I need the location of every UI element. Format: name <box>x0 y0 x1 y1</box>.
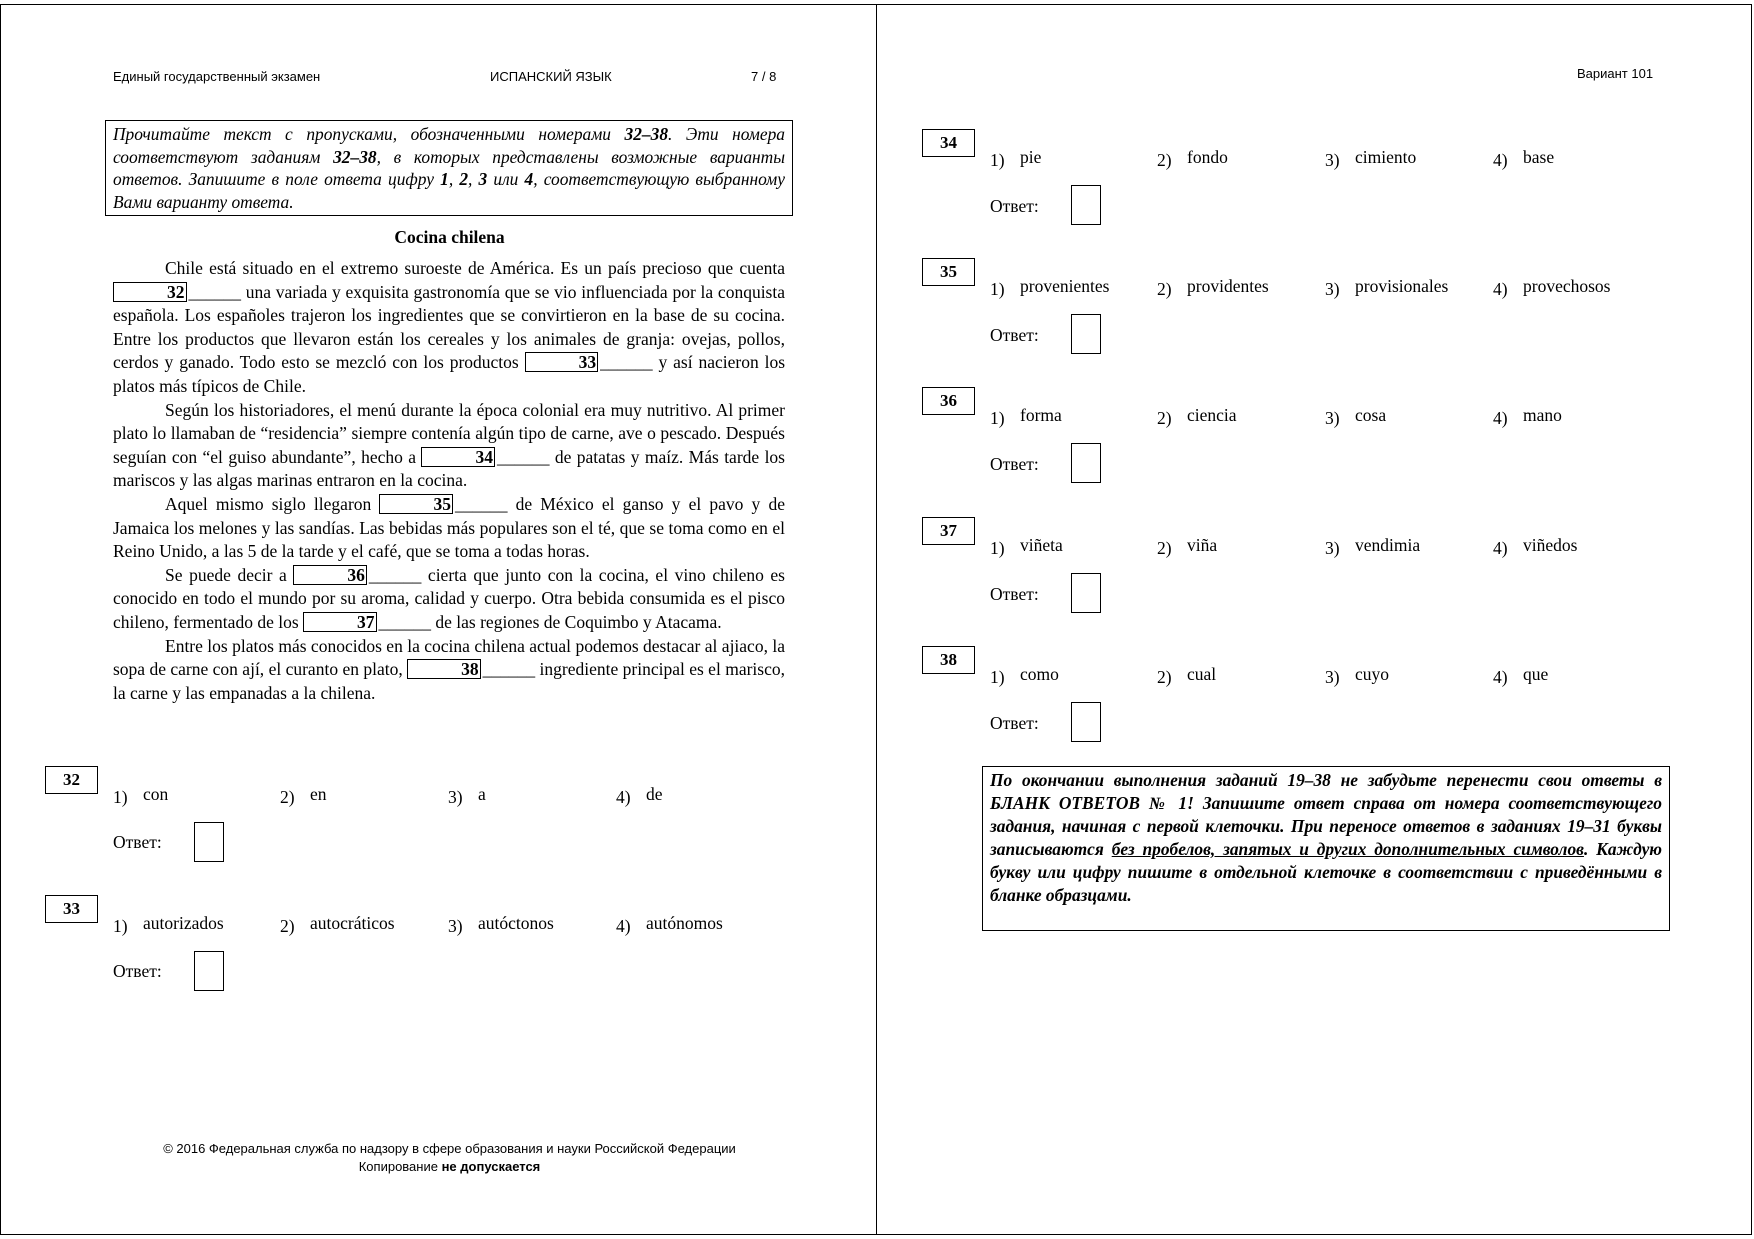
answer-box-37[interactable] <box>1071 573 1101 613</box>
option-34-1[interactable]: 1) pie <box>990 147 1042 170</box>
option-33-1[interactable]: 1) autorizados <box>113 913 224 936</box>
header-subject: ИСПАНСКИЙ ЯЗЫК <box>490 69 612 84</box>
transfer-reminder-note: По окончании выполнения заданий 19–38 не забудьте перенести свои ответы в БЛАНК ОТВЕТОВ № 1! Запишите ответ справа от номера соответствующего задания, начиная с первой клеточки. При переносе ответов в заданиях 19–31 буквы записываются без пробелов, запятых и других дополнительных символов. Каждую букву или цифру пишите в отдельной клеточке в соответствии с приведёнными в бланке образцами. <box>982 766 1670 931</box>
option-35-3[interactable]: 3) provisionales <box>1325 276 1449 299</box>
answer-label-34: Ответ: <box>990 196 1039 216</box>
header-page-number: 7 / 8 <box>751 69 777 84</box>
answer-box-35[interactable] <box>1071 314 1101 354</box>
footer <box>112 1140 787 1176</box>
option-38-2[interactable]: 2) cual <box>1157 664 1217 687</box>
option-37-4[interactable]: 4) viñedos <box>1493 535 1578 558</box>
instruction-box: Прочитайте текст с пропусками, обозначенными номерами 32–38. Эти номера соответствуют заданиям 32–38, в которых представлены возможные варианты ответов. Запишите в поле ответа цифру 1, 2, 3 или 4, соответствующую выбранному Вами варианту ответа. <box>105 120 793 216</box>
option-34-3[interactable]: 3) cimiento <box>1325 147 1417 170</box>
footer-copyright: © 2016 Федеральная служба по надзору в сфере образования и науки Российской Федерации <box>163 1141 736 1156</box>
question-number-38: 38 <box>922 646 975 674</box>
option-34-2[interactable]: 2) fondo <box>1157 147 1228 170</box>
option-38-1[interactable]: 1) como <box>990 664 1059 687</box>
text-paragraph: Se puede decir a 36 ______ cierta que junto con la cocina, el vino chileno es conocido en todo el mundo por su aroma, calidad y cuerpo. Otra bebida consumida es el pisco chileno, fermentado de los 37 ______ de las regiones de Coquimbo y Atacama. <box>113 564 785 632</box>
question-number-32: 32 <box>45 766 98 794</box>
header-variant: Вариант 101 <box>1577 66 1654 81</box>
answer-box-32[interactable] <box>194 822 224 862</box>
text-paragraph: Aquel mismo siglo llegaron 35 ______ de México el ganso y el pavo y de Jamaica los melones y las sandías. Las bebidas más populares son el té, que se toma como en el Reino Unido, a las 5 de la tarde y el café, que se toma a todas horas. <box>113 493 785 562</box>
text-paragraph: Según los historiadores, el menú durante la época colonial era muy nutritivo. Al primer plato lo llamaban de “residencia” siempre contenía algún tipo de carne, ave o pescado. Después seguían con “el guiso abundante”, hecho a 34 ______ de patatas y maíz. Más tarde los mariscos y las algas marinas entraron en la cocina. <box>113 399 785 491</box>
answer-label-35: Ответ: <box>990 325 1039 345</box>
question-number-33: 33 <box>45 895 98 923</box>
answer-label-32: Ответ: <box>113 832 162 852</box>
answer-box-36[interactable] <box>1071 443 1101 483</box>
option-37-2[interactable]: 2) viña <box>1157 535 1218 558</box>
option-37-3[interactable]: 3) vendimia <box>1325 535 1421 558</box>
option-35-1[interactable]: 1) provenientes <box>990 276 1110 299</box>
option-32-4[interactable]: 4) de <box>616 784 663 807</box>
option-36-3[interactable]: 3) cosa <box>1325 405 1387 428</box>
option-36-1[interactable]: 1) forma <box>990 405 1062 428</box>
answer-label-36: Ответ: <box>990 454 1039 474</box>
reading-text <box>113 257 785 705</box>
gap-marker-35: 35 <box>379 494 453 514</box>
text-paragraph: Chile está situado en el extremo suroeste de América. Es un país precioso que cuenta 32 ______ una variada y exquisita gastronomía que se vio influenciada por la conquista española. Los españoles trajeron los ingredientes que se convirtieron en la base de su cocina. Entre los productos que llevaron están los cereales y los animales de granja: ovejas, pollos, cerdos y ganado. Todo esto se mezcló con los productos 33 ______ y así nacieron los platos más típicos de Chile. <box>113 258 786 396</box>
gap-marker-36: 36 <box>293 565 367 585</box>
gap-marker-32: 32 <box>113 282 187 302</box>
answer-label-38: Ответ: <box>990 713 1039 733</box>
option-32-1[interactable]: 1) con <box>113 784 169 807</box>
option-37-1[interactable]: 1) viñeta <box>990 535 1063 558</box>
option-34-4[interactable]: 4) base <box>1493 147 1555 170</box>
footer-copy-notice: Копирование не допускается <box>358 1159 541 1174</box>
answer-label-33: Ответ: <box>113 961 162 981</box>
header-exam-name: Единый государственный экзамен <box>113 69 321 84</box>
gap-marker-37: 37 <box>303 612 377 632</box>
answer-box-34[interactable] <box>1071 185 1101 225</box>
page-divider <box>876 4 877 1235</box>
option-33-2[interactable]: 2) autocráticos <box>280 913 395 936</box>
question-number-34: 34 <box>922 129 975 157</box>
gap-marker-34: 34 <box>421 447 495 467</box>
question-number-35: 35 <box>922 258 975 286</box>
option-32-3[interactable]: 3) a <box>448 784 486 807</box>
option-32-2[interactable]: 2) en <box>280 784 327 807</box>
option-38-3[interactable]: 3) cuyo <box>1325 664 1390 687</box>
option-35-4[interactable]: 4) provechosos <box>1493 276 1611 299</box>
answer-box-38[interactable] <box>1071 702 1101 742</box>
question-number-37: 37 <box>922 517 975 545</box>
option-33-4[interactable]: 4) autónomos <box>616 913 723 936</box>
option-36-4[interactable]: 4) mano <box>1493 405 1562 428</box>
text-title: Cocina chilena <box>394 227 505 247</box>
option-38-4[interactable]: 4) que <box>1493 664 1549 687</box>
option-33-3[interactable]: 3) autóctonos <box>448 913 554 936</box>
text-paragraph: Entre los platos más conocidos en la cocina chilena actual podemos destacar al ajiaco, la sopa de carne con ají, el curanto en plato, 38 ______ ingrediente principal es el marisco, la carne y las empanadas a la chilena. <box>113 635 785 703</box>
question-number-36: 36 <box>922 387 975 415</box>
option-36-2[interactable]: 2) ciencia <box>1157 405 1237 428</box>
gap-marker-33: 33 <box>525 352 599 372</box>
answer-label-37: Ответ: <box>990 584 1039 604</box>
answer-box-33[interactable] <box>194 951 224 991</box>
option-35-2[interactable]: 2) providentes <box>1157 276 1269 299</box>
gap-marker-38: 38 <box>407 659 481 679</box>
